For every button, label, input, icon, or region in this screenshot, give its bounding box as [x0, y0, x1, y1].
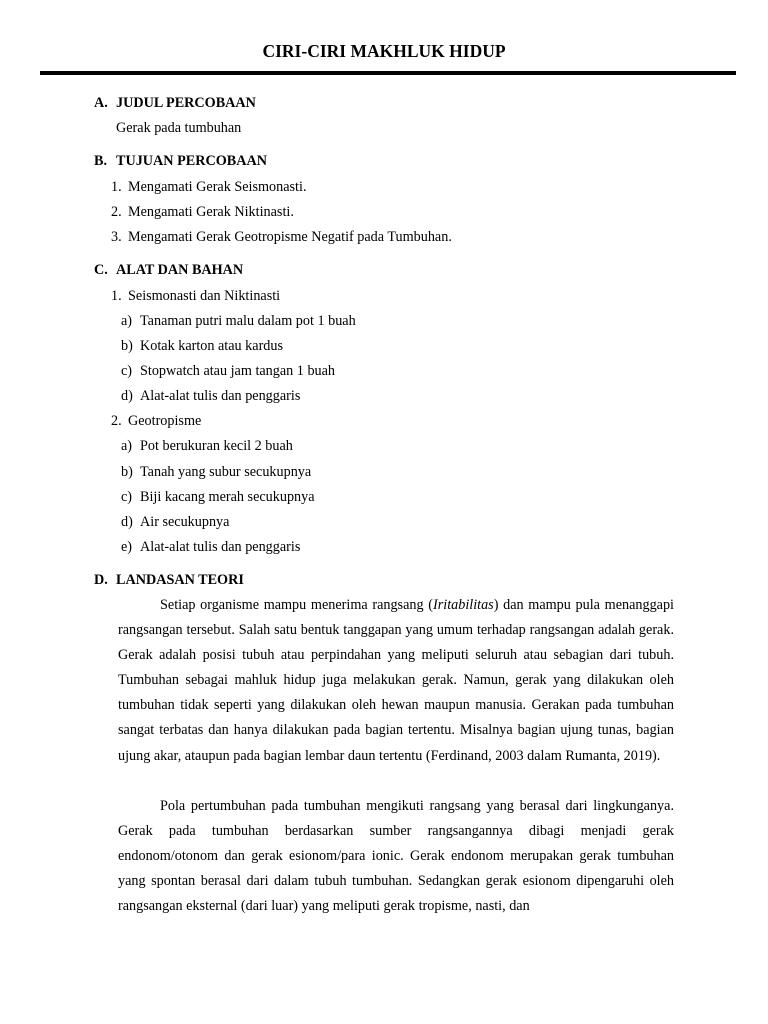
list-item [111, 203, 294, 221]
list-item [111, 178, 307, 196]
list-letter: b) [121, 464, 133, 480]
paragraph-text: ) dan mampu pula menanggapi rangsangan tersebut. Salah satu bentuk tanggapan yang umum terhadap rangsangan adalah gerak. Gerak adalah posisi tubuh atau perpindahan yang meliputi seluruh atau sebagian dari tubuh. Tumbuhan sebagai mahluk hidup juga melakukan gerak. Namun, gerak yang dilakukan oleh tumbuhan tidak seperti yang dilakukan oleh hewan maupun manusia. Gerakan pada tumbuhan sangat terbatas dan hanya dilakukan pada bagian tertentu. Misalnya bagian ujung tunas, bagian ujung akar, ataupun pada bagian lembar daun tertentu (Ferdinand, 2003 dalam Rumanta, 2019). [118, 597, 675, 764]
list-text: Seismonasti dan Niktinasti [128, 288, 281, 304]
section-b-heading [94, 152, 267, 170]
section-a-text: Gerak pada tumbuhan [116, 120, 242, 136]
section-c-label: C. [94, 262, 108, 278]
list-item [121, 463, 311, 481]
list-text: Tanah yang subur secukupnya [140, 464, 312, 480]
section-a-heading [94, 94, 256, 112]
list-number: 3. [111, 229, 122, 245]
list-item [121, 437, 293, 455]
subsection-title [111, 412, 201, 430]
section-d-title: LANDASAN TEORI [116, 572, 244, 588]
subsection-title [111, 287, 280, 305]
list-number: 2. [111, 204, 122, 220]
section-d-label: D. [94, 572, 108, 588]
list-item [121, 312, 356, 330]
section-b-label: B. [94, 153, 108, 169]
list-text: Tanaman putri malu dalam pot 1 buah [140, 313, 356, 329]
section-c-heading [94, 261, 243, 279]
list-letter: b) [121, 338, 133, 354]
list-letter: a) [121, 438, 133, 454]
section-d-heading [94, 571, 244, 589]
paragraph-1 [118, 593, 674, 769]
list-item [121, 513, 229, 531]
list-item [121, 387, 300, 405]
list-text: Air secukupnya [140, 514, 230, 530]
italic-term: Iritabilitas [433, 597, 494, 613]
list-text: Mengamati Gerak Niktinasti. [128, 204, 294, 220]
list-letter: d) [121, 388, 133, 404]
list-item [121, 337, 283, 355]
list-text: Kotak karton atau kardus [140, 338, 284, 354]
list-number: 1. [111, 288, 122, 304]
list-text: Stopwatch atau jam tangan 1 buah [140, 363, 336, 379]
document-title: CIRI-CIRI MAKHLUK HIDUP [262, 41, 506, 61]
section-c-title: ALAT DAN BAHAN [116, 262, 244, 278]
list-number: 2. [111, 413, 122, 429]
title-divider [40, 71, 736, 75]
list-text: Biji kacang merah secukupnya [140, 489, 315, 505]
list-item [121, 362, 335, 380]
list-letter: c) [121, 363, 133, 379]
list-text: Pot berukuran kecil 2 buah [140, 438, 293, 454]
list-item [111, 228, 452, 246]
list-letter: d) [121, 514, 133, 530]
list-text: Alat-alat tulis dan penggaris [140, 539, 301, 555]
list-letter: c) [121, 489, 133, 505]
list-text: Mengamati Gerak Seismonasti. [128, 179, 307, 195]
list-text: Alat-alat tulis dan penggaris [140, 388, 301, 404]
list-number: 1. [111, 179, 122, 195]
list-item [121, 488, 315, 506]
section-b-title: TUJUAN PERCOBAAN [116, 153, 267, 169]
list-letter: a) [121, 313, 133, 329]
paragraph-2: Pola pertumbuhan pada tumbuhan mengikuti rangsang yang berasal dari lingkunganya. Gerak pada tumbuhan berdasarkan sumber rangsangannya dibagi menjadi gerak endonom/otonom dan gerak esionom/para ionic. Gerak endonom merupakan gerak tumbuhan yang spontan berasal dari dalam tubuh tumbuhan. Sedangkan gerak esionom dipengaruhi oleh rangsangan eksternal (dari luar) yang meliputi gerak tropisme, nasti, dan [118, 798, 674, 915]
list-text: Mengamati Gerak Geotropisme Negatif pada Tumbuhan. [128, 229, 452, 245]
list-text: Geotropisme [128, 413, 202, 429]
list-letter: e) [121, 539, 133, 555]
paragraph-text: Setiap organisme mampu menerima rangsang ( [160, 597, 433, 613]
list-item [121, 538, 300, 556]
section-a-label: A. [94, 95, 108, 111]
section-a-title: JUDUL PERCOBAAN [116, 95, 256, 111]
